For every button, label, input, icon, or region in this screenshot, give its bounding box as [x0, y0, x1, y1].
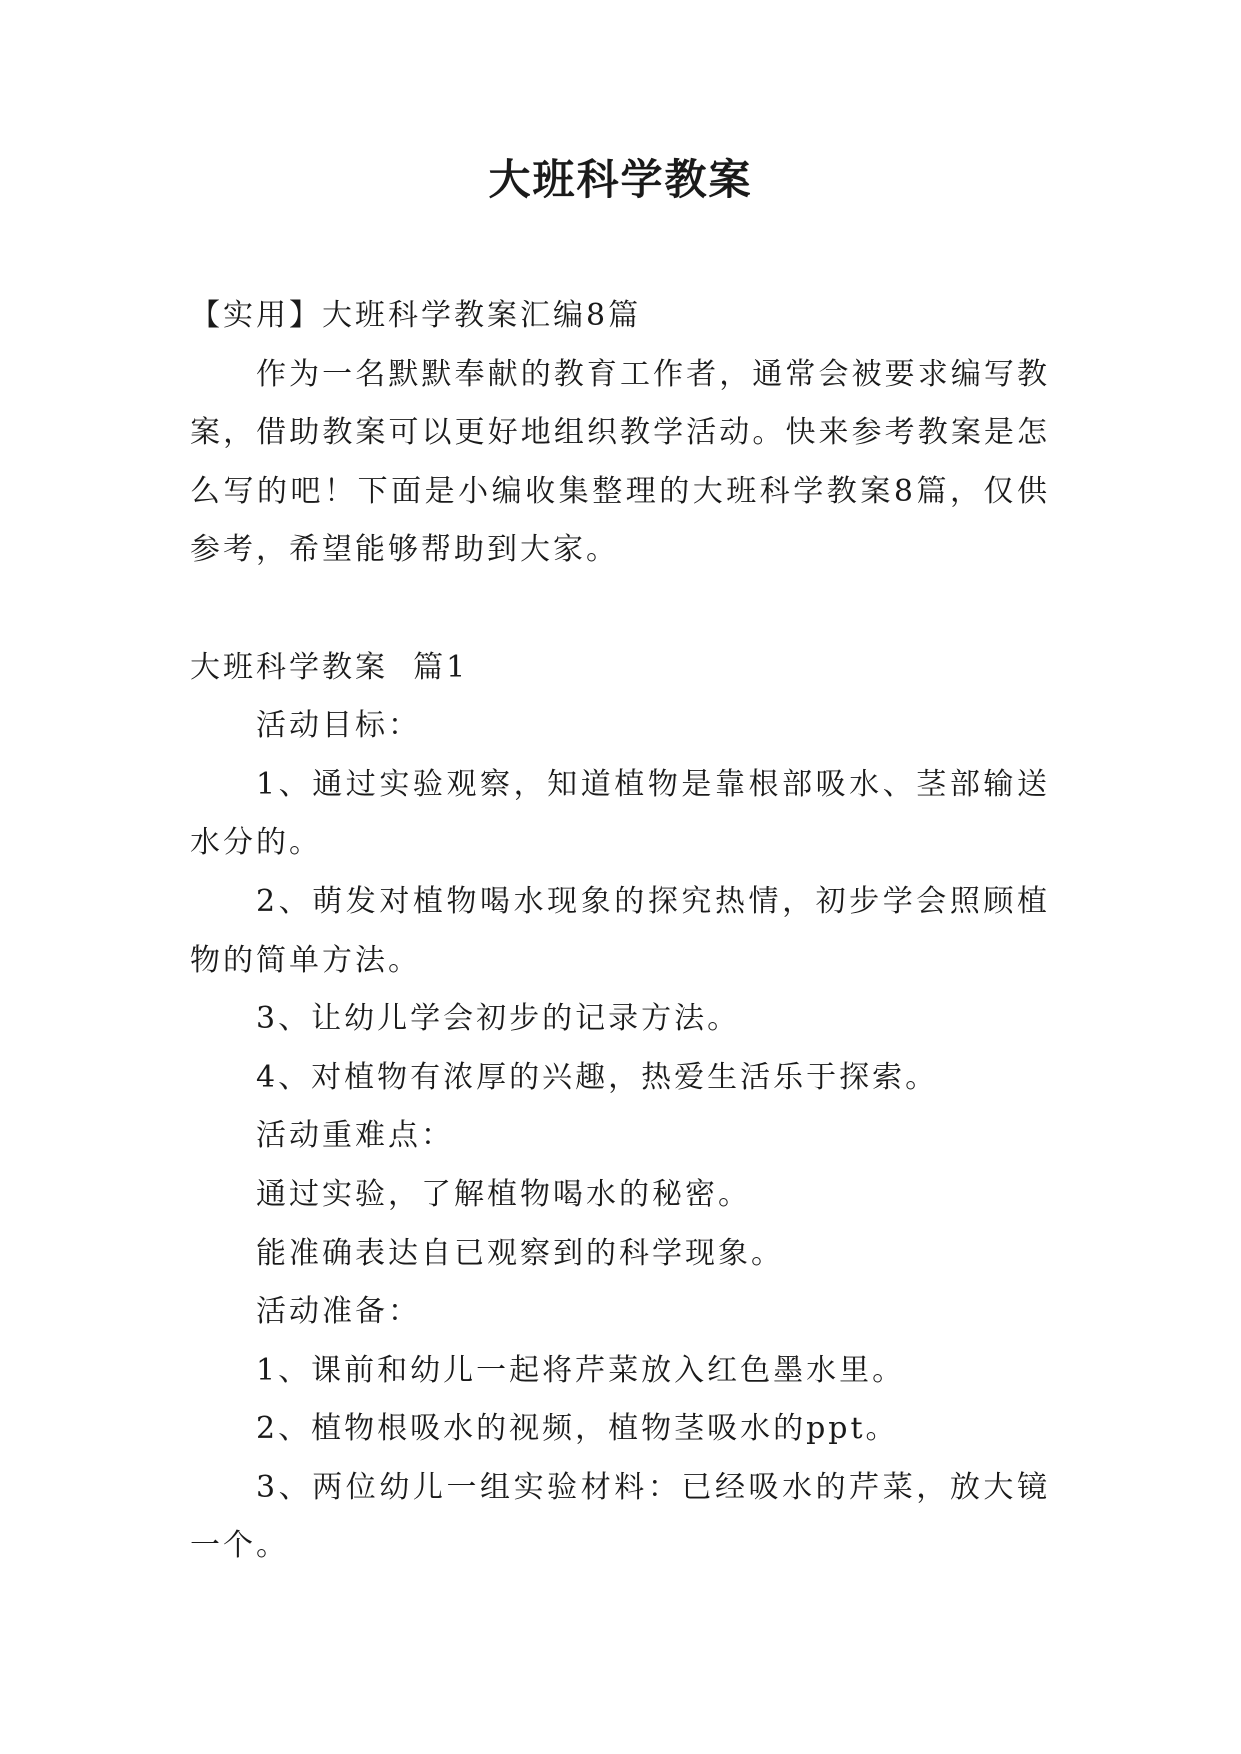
prep-label: 活动准备： [256, 1294, 421, 1330]
goal-item: 2、萌发对植物喝水现象的探究热情，初步学会照顾植物的简单方法。 [190, 883, 1050, 978]
prep-item: 3、两位幼儿一组实验材料：已经吸水的芹菜，放大镜一个。 [190, 1469, 1050, 1564]
document-body [190, 287, 1050, 1576]
key-point-item: 能准确表达自已观察到的科学现象。 [256, 1235, 784, 1271]
goals-label: 活动目标： [256, 708, 421, 744]
goal-item: 3、让幼儿学会初步的记录方法。 [256, 1001, 741, 1037]
prep-item: 2、植物根吸水的视频，植物茎吸水的ppt。 [256, 1411, 899, 1447]
key-points-label: 活动重难点： [256, 1118, 454, 1154]
goal-item: 1、通过实验观察，知道植物是靠根部吸水、茎部输送水分的。 [190, 766, 1050, 861]
section-heading: 大班科学教案 篇1 [190, 649, 469, 685]
document-title: 大班科学教案 [488, 155, 753, 204]
intro-paragraph: 作为一名默默奉献的教育工作者，通常会被要求编写教案，借助教案可以更好地组织教学活动。快来参考教案是怎么写的吧！下面是小编收集整理的大班科学教案8篇，仅供参考，希望能够帮助到大家。 [190, 356, 1050, 568]
prep-item: 1、课前和幼儿一起将芹菜放入红色墨水里。 [256, 1352, 906, 1388]
section-spacer [190, 580, 1050, 639]
document-subtitle: 【实用】大班科学教案汇编8篇 [190, 298, 642, 333]
goal-item: 4、对植物有浓厚的兴趣，热爱生活乐于探索。 [256, 1059, 939, 1095]
key-point-item: 通过实验，了解植物喝水的秘密。 [256, 1176, 751, 1212]
